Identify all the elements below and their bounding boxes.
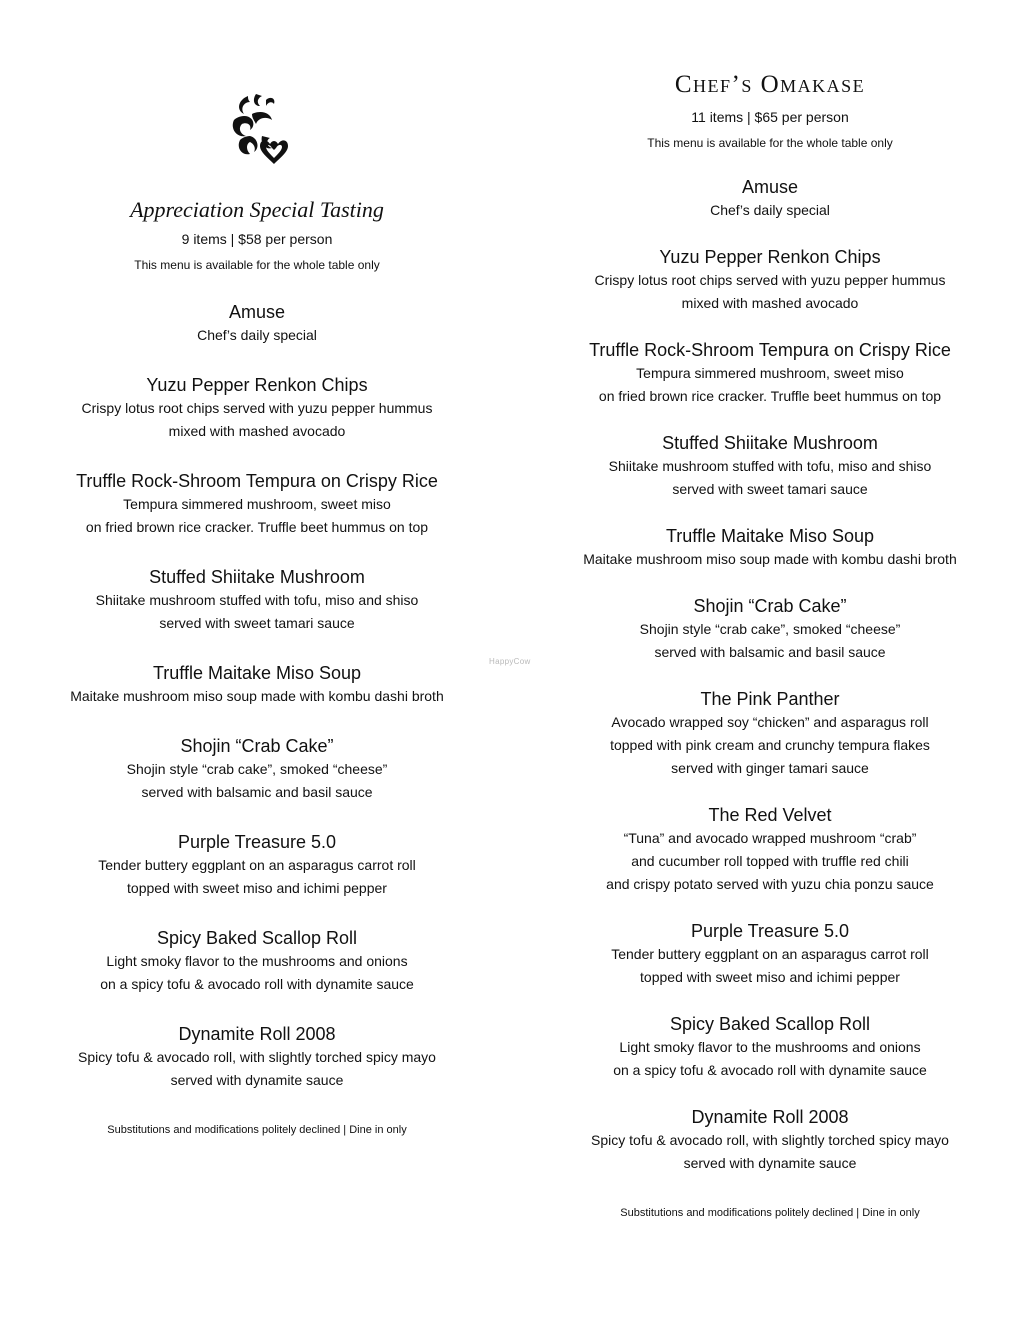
menu-item-name: Spicy Baked Scallop Roll xyxy=(669,1014,871,1034)
menu-item-name: Dynamite Roll 2008 xyxy=(178,1024,336,1044)
menu-item-description: Spicy tofu & avocado roll, with slightly torched spicy mayo xyxy=(78,1049,436,1065)
menu-item-name: Amuse xyxy=(228,302,286,322)
menu-item-description: served with balsamic and basil sauce xyxy=(654,644,886,660)
menu-item-description: on fried brown rice cracker. Truffle beet hummus on top xyxy=(85,519,429,535)
watermark: HappyCow xyxy=(489,657,531,666)
menu-item xyxy=(570,1012,970,1082)
menu-item-description: topped with sweet miso and ichimi pepper xyxy=(640,969,900,985)
menu-item-name: Shojin “Crab Cake” xyxy=(180,736,334,756)
menu-item xyxy=(50,373,464,443)
menu-item-name: Truffle Rock-Shroom Tempura on Crispy Rice xyxy=(76,471,438,491)
menu-item-description: on a spicy tofu & avocado roll with dynamite sauce xyxy=(100,976,414,992)
menu-item-description: served with dynamite sauce xyxy=(683,1155,857,1171)
menu-item-description: Shiitake mushroom stuffed with tofu, miso and shiso xyxy=(95,592,419,608)
menu-item xyxy=(570,338,970,408)
menu-item-name: Spicy Baked Scallop Roll xyxy=(156,928,358,948)
menu-item-name: Truffle Rock-Shroom Tempura on Crispy Rice xyxy=(589,340,951,360)
menu-item-name: Purple Treasure 5.0 xyxy=(690,921,850,941)
menu-item-description: Tempura simmered mushroom, sweet miso xyxy=(123,496,391,512)
menu-item-name: Stuffed Shiitake Mushroom xyxy=(149,567,365,587)
menu-item xyxy=(570,245,970,315)
menu-item xyxy=(570,919,970,989)
menu-price: 11 items | $65 per person xyxy=(691,109,849,125)
menu-item-description: Avocado wrapped soy “chicken” and asparagus roll xyxy=(611,714,929,730)
menu-item-description: Crispy lotus root chips served with yuzu pepper hummus xyxy=(81,400,433,416)
menu-item xyxy=(570,431,970,501)
menu-item-description: Tempura simmered mushroom, sweet miso xyxy=(636,365,904,381)
menu-item xyxy=(50,469,464,539)
menu-note: This menu is available for the whole table only xyxy=(647,136,893,150)
menu-item xyxy=(50,300,464,347)
menu-item-name: Yuzu Pepper Renkon Chips xyxy=(659,247,881,267)
menu-item-description: Maitake mushroom miso soup made with kombu dashi broth xyxy=(70,688,444,704)
menu-item-description: on a spicy tofu & avocado roll with dynamite sauce xyxy=(613,1062,927,1078)
menu-item-description: Tender buttery eggplant on an asparagus carrot roll xyxy=(98,857,416,873)
menu-item-name: Shojin “Crab Cake” xyxy=(693,596,847,616)
menu-item-description: served with sweet tamari sauce xyxy=(672,481,868,497)
menu-items xyxy=(570,175,970,1175)
menu-item-description: mixed with mashed avocado xyxy=(681,295,859,311)
menu-item-description: Maitake mushroom miso soup made with kombu dashi broth xyxy=(583,551,957,567)
menu-item-description: and cucumber roll topped with truffle red chili xyxy=(631,853,909,869)
menu-item xyxy=(50,661,464,708)
menu-footer: Substitutions and modifications politely declined | Dine in only xyxy=(620,1207,920,1219)
menu-item xyxy=(50,734,464,804)
menu-item-description: served with balsamic and basil sauce xyxy=(141,784,373,800)
menu-item-description: mixed with mashed avocado xyxy=(168,423,346,439)
menu-item xyxy=(570,594,970,664)
menu-item-name: Truffle Maitake Miso Soup xyxy=(152,663,362,683)
menu-item xyxy=(50,1022,464,1092)
menu-item xyxy=(570,1105,970,1175)
menu-item-description: Shiitake mushroom stuffed with tofu, miso and shiso xyxy=(608,458,932,474)
menu-item-description: served with ginger tamari sauce xyxy=(671,760,869,776)
menu-item-description: Light smoky flavor to the mushrooms and onions xyxy=(619,1039,921,1055)
menu-item-description: Light smoky flavor to the mushrooms and onions xyxy=(106,953,408,969)
menu-item-name: Amuse xyxy=(741,177,799,197)
menu-item xyxy=(50,565,464,635)
menu-item-name: The Pink Panther xyxy=(700,689,840,709)
menu-item-description: “Tuna” and avocado wrapped mushroom “crab” xyxy=(623,830,917,846)
menu-item-description: Crispy lotus root chips served with yuzu pepper hummus xyxy=(594,272,946,288)
menu-footer: Substitutions and modifications politely declined | Dine in only xyxy=(107,1124,407,1136)
menu-item-name: Truffle Maitake Miso Soup xyxy=(665,526,875,546)
menu-item xyxy=(570,803,970,896)
menu-item-description: Shojin style “crab cake”, smoked “cheese” xyxy=(126,761,388,777)
menu-item xyxy=(50,830,464,900)
menu-item-name: Yuzu Pepper Renkon Chips xyxy=(146,375,368,395)
menu-item-name: The Red Velvet xyxy=(708,805,832,825)
menu-item-description: Chef’s daily special xyxy=(197,327,317,343)
menu-item-description: Tender buttery eggplant on an asparagus carrot roll xyxy=(611,946,929,962)
menu-item xyxy=(570,524,970,571)
menu-title: Appreciation Special Tasting xyxy=(130,197,384,222)
menu-item xyxy=(50,926,464,996)
menu-item-description: served with sweet tamari sauce xyxy=(159,615,355,631)
menu-item xyxy=(570,687,970,780)
menu-item-description: Shojin style “crab cake”, smoked “cheese” xyxy=(639,621,901,637)
menu-item-description: on fried brown rice cracker. Truffle beet hummus on top xyxy=(598,388,942,404)
menu-item-description: and crispy potato served with yuzu chia ponzu sauce xyxy=(606,876,934,892)
menu-item-description: topped with sweet miso and ichimi pepper xyxy=(127,880,387,896)
chefs-omakase-menu xyxy=(570,0,970,1221)
appreciation-tasting-menu xyxy=(50,0,464,1138)
menu-item xyxy=(570,175,970,222)
menu-items xyxy=(50,300,464,1092)
menu-note: This menu is available for the whole table only xyxy=(134,258,380,272)
menu-item-name: Purple Treasure 5.0 xyxy=(177,832,337,852)
menu-item-description: Chef’s daily special xyxy=(710,202,830,218)
menu-item-description: Spicy tofu & avocado roll, with slightly torched spicy mayo xyxy=(591,1132,949,1148)
menu-price: 9 items | $58 per person xyxy=(181,231,333,247)
menu-item-name: Stuffed Shiitake Mushroom xyxy=(662,433,878,453)
menu-item-name: Dynamite Roll 2008 xyxy=(691,1107,849,1127)
menu-item-description: topped with pink cream and crunchy tempura flakes xyxy=(610,737,930,753)
menu-item-description: served with dynamite sauce xyxy=(170,1072,344,1088)
menu-title: Chef’s Omakase xyxy=(674,71,866,98)
